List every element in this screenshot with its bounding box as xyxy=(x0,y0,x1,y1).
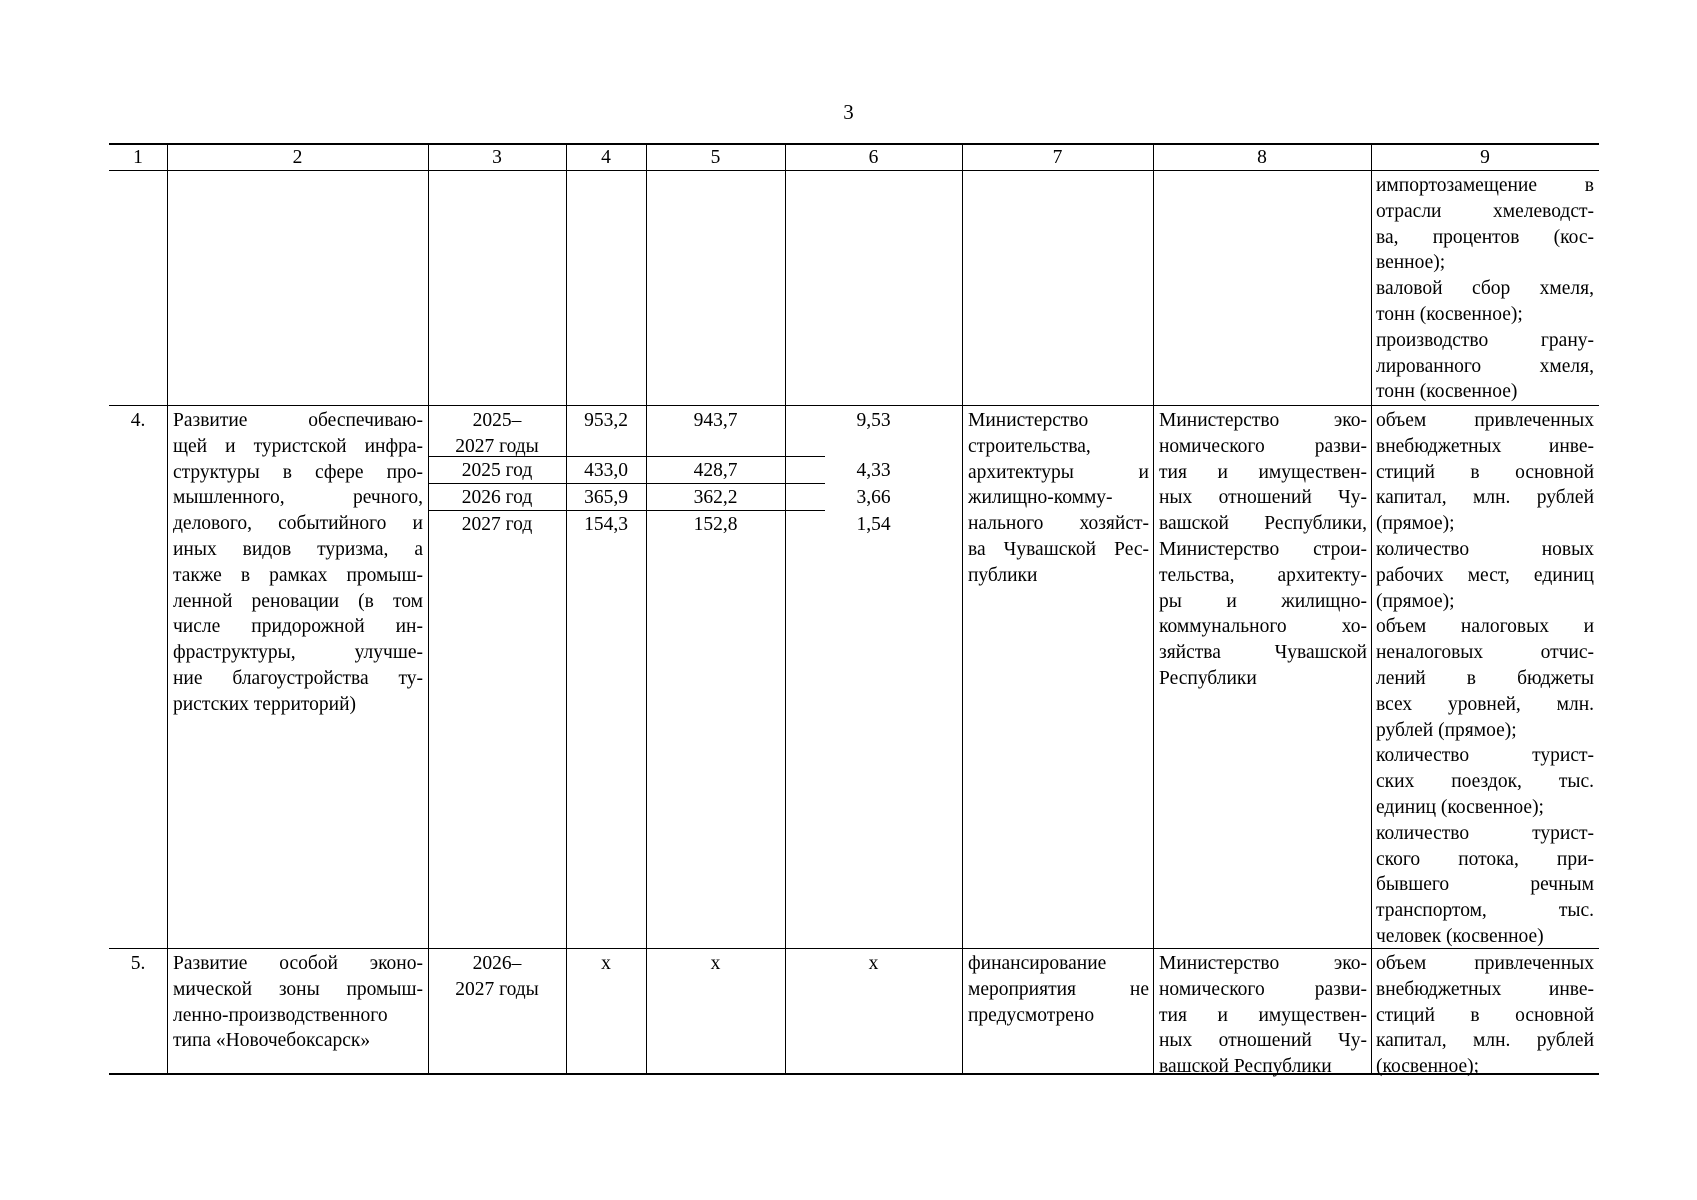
value-cell-col5: 362,2 xyxy=(693,487,738,508)
value-cell-col6: 4,33 xyxy=(856,460,891,481)
cell-text-line: фраструктуры, улучше- xyxy=(173,642,423,664)
period-cell: 2025– 2027 годы xyxy=(455,410,539,457)
row-number: 5. xyxy=(130,953,146,974)
column-header: 2 xyxy=(292,147,303,168)
cell-text-line: капитал, млн. рублей xyxy=(1376,1030,1594,1052)
cell-text-line: номического разви- xyxy=(1159,978,1367,1000)
responsible-cell xyxy=(968,951,1149,1028)
value-cell-col4: 953,2 xyxy=(584,410,628,431)
page-number: 3 xyxy=(843,100,854,124)
cell-text-line: типа «Новочебоксарск» xyxy=(173,1030,371,1052)
column-header: 3 xyxy=(492,147,502,168)
column-divider xyxy=(566,143,567,1074)
cell-text-line: количество турист- xyxy=(1376,822,1594,844)
cell-text-line: бывшего речным xyxy=(1376,874,1594,896)
value-cell-col5: х xyxy=(710,953,721,974)
cell-text-line: мероприятия не xyxy=(968,978,1149,1000)
cell-text-line: количество новых xyxy=(1376,538,1594,560)
cell-text-line: венное); xyxy=(1376,252,1446,274)
period-cell: 2026 год xyxy=(461,487,533,508)
cell-text-line: зяйства Чувашской xyxy=(1159,642,1367,664)
value-cell-col4: 365,9 xyxy=(584,487,628,508)
cell-text-line: нального хозяйст- xyxy=(968,513,1149,535)
cell-text-line: мической зоны промыш- xyxy=(173,978,423,1000)
cell-text-line: публики xyxy=(968,564,1038,586)
cell-text-line: иных видов туризма, а xyxy=(173,538,423,560)
cell-text-line: объем привлеченных xyxy=(1376,953,1594,974)
cell-text-line: внебюджетных инве- xyxy=(1376,978,1594,1000)
cell-text-line: мышленного, речного, xyxy=(173,487,423,509)
column-header: 9 xyxy=(1480,147,1490,168)
cell-text-line: тонн (косвенное) xyxy=(1376,381,1518,403)
responsible-cell xyxy=(968,408,1149,589)
cell-text-line: лений в бюджеты xyxy=(1376,667,1594,689)
cell-text-line: щей и туристской инфра- xyxy=(173,435,423,457)
value-cell-col6: х xyxy=(868,953,879,974)
cell-text-line: стиций в основной xyxy=(1376,1004,1594,1026)
cell-text-line: лированного хмеля, xyxy=(1376,355,1594,377)
cell-text-line: вашской Республики xyxy=(1159,1056,1332,1078)
period-cell: 2026– 2027 годы xyxy=(455,953,539,1000)
column-divider xyxy=(785,143,786,1074)
value-cell-col6: 9,53 xyxy=(856,410,891,431)
column-header: 8 xyxy=(1257,147,1267,168)
cell-text-line: числе придорожной ин- xyxy=(173,616,423,638)
cell-text-line: тонн (косвенное); xyxy=(1376,303,1523,325)
cell-text-line: предусмотрено xyxy=(968,1004,1095,1026)
cell-text-line: валовой сбор хмеля, xyxy=(1376,278,1594,300)
cell-text-line: ского потока, при- xyxy=(1376,848,1594,870)
cell-text-line: производство грану- xyxy=(1376,329,1594,351)
value-cell-col6: 3,66 xyxy=(856,487,891,508)
cell-text-line: единиц (косвенное); xyxy=(1376,796,1544,818)
column-header: 1 xyxy=(133,147,143,168)
cell-text-line: рублей (прямое); xyxy=(1376,719,1517,741)
value-cell-col6: 1,54 xyxy=(856,514,891,535)
measure-name-cell xyxy=(173,951,423,1054)
cell-text-line: Развитие обеспечиваю- xyxy=(173,410,423,431)
cell-text-line: структуры в сфере про- xyxy=(173,461,423,483)
value-cell-col4: 154,3 xyxy=(584,514,628,535)
cell-text-line: ленно-производственного xyxy=(173,1004,388,1026)
value-cell-col5: 152,8 xyxy=(693,514,738,535)
column-divider xyxy=(167,143,168,1074)
column-divider xyxy=(646,143,647,1074)
cell-text-line: номического разви- xyxy=(1159,435,1367,457)
cell-text-line: Республики xyxy=(1159,667,1257,689)
cell-text-line: тельства, архитекту- xyxy=(1159,564,1367,586)
cell-text-line: импортозамещение в xyxy=(1376,175,1594,196)
cell-text-line: объем налоговых и xyxy=(1376,616,1594,638)
cell-text-line: человек (косвенное) xyxy=(1376,925,1544,947)
cell-text-line: тия и имуществен- xyxy=(1159,1004,1367,1026)
indicators-cell xyxy=(1376,951,1594,1080)
column-divider xyxy=(1153,143,1154,1074)
cell-text-line: транспортом, тыс. xyxy=(1376,900,1594,922)
period-cell: 2027 год xyxy=(461,514,533,535)
column-header: 5 xyxy=(710,147,721,168)
cell-text-line: ва Чувашской Рес- xyxy=(968,538,1149,560)
cell-text-line: жилищно-комму- xyxy=(968,487,1113,509)
indicators-cell xyxy=(1376,408,1594,950)
value-cell-col4: 433,0 xyxy=(584,460,628,481)
cell-text-line: ние благоустройства ту- xyxy=(173,667,423,689)
cell-text-line: архитектуры и xyxy=(968,461,1149,483)
column-header: 4 xyxy=(601,147,611,168)
cell-text-line: также в рамках промыш- xyxy=(173,564,423,586)
cell-text-line: неналоговых отчис- xyxy=(1376,642,1594,664)
cell-text-line: объем привлеченных xyxy=(1376,410,1594,431)
cell-text-line: ных отношений Чу- xyxy=(1159,487,1367,509)
cell-text-line: Министерство строи- xyxy=(1159,538,1367,560)
coexecutors-cell xyxy=(1159,951,1367,1080)
period-cell: 2025 год xyxy=(461,460,533,481)
cell-text-line: стиций в основной xyxy=(1376,461,1594,483)
cell-text-line: (прямое); xyxy=(1376,513,1455,535)
column-divider xyxy=(962,143,963,1074)
column-divider xyxy=(428,143,429,1074)
cell-text-line: делового, событийного и xyxy=(173,513,423,535)
cell-text-line: отрасли хмелеводст- xyxy=(1376,200,1594,222)
cell-text-line: ских поездок, тыс. xyxy=(1376,771,1594,793)
cell-text-line: ленной реновации (в том xyxy=(173,590,423,612)
value-cell-col5: 428,7 xyxy=(693,460,738,481)
cell-text-line: ных отношений Чу- xyxy=(1159,1030,1367,1052)
cell-text-line: строительства, xyxy=(968,435,1091,457)
cell-text-line: финансирование xyxy=(968,953,1107,974)
cell-text-line: капитал, млн. рублей xyxy=(1376,487,1594,509)
row-number: 4. xyxy=(130,410,146,431)
cell-text-line: Министерство эко- xyxy=(1159,953,1367,974)
cell-text-line: вашской Республики, xyxy=(1159,513,1367,535)
cell-text-line: тия и имуществен- xyxy=(1159,461,1367,483)
measure-name-cell xyxy=(173,408,423,718)
cell-text-line: рабочих мест, единиц xyxy=(1376,564,1594,586)
measures-table xyxy=(109,143,1599,1078)
cell-text-line: Развитие особой эконо- xyxy=(173,953,423,974)
value-cell-col4: х xyxy=(601,953,611,974)
cell-text-line: ры и жилищно- xyxy=(1159,590,1367,612)
column-header: 7 xyxy=(1052,147,1063,168)
indicators-cell xyxy=(1376,173,1594,405)
coexecutors-cell xyxy=(1159,408,1367,692)
cell-text-line: всех уровней, млн. xyxy=(1376,693,1594,715)
cell-text-line: (прямое); xyxy=(1376,590,1455,612)
cell-text-line: ва, процентов (кос- xyxy=(1376,226,1594,248)
cell-text-line: Министерство эко- xyxy=(1159,410,1367,431)
cell-text-line: количество турист- xyxy=(1376,745,1594,767)
column-header: 6 xyxy=(868,147,879,168)
cell-text-line: ристских территорий) xyxy=(173,693,357,715)
cell-text-line: коммунального хо- xyxy=(1159,616,1367,638)
cell-text-line: внебюджетных инве- xyxy=(1376,435,1594,457)
cell-text-line: (косвенное); xyxy=(1376,1056,1480,1078)
column-divider xyxy=(1371,143,1372,1074)
value-cell-col5: 943,7 xyxy=(693,410,738,431)
cell-text-line: Министерство xyxy=(968,410,1089,431)
